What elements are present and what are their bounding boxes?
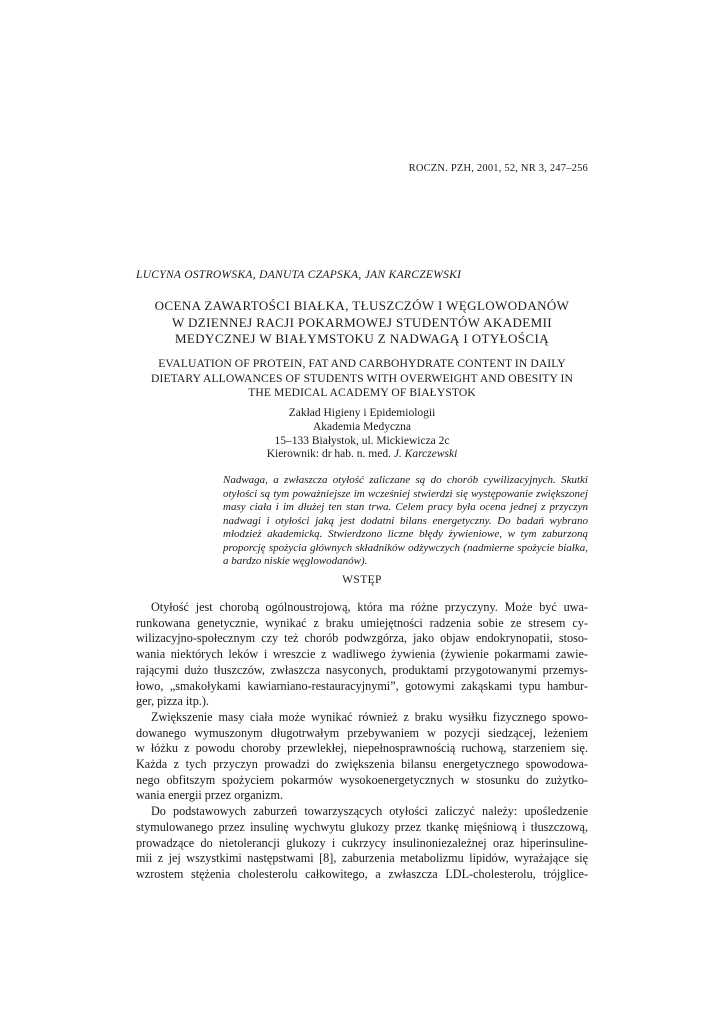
paragraph	[136, 804, 588, 883]
title-english-line: EVALUATION OF PROTEIN, FAT AND CARBOHYDRATE CONTENT IN DAILY	[158, 357, 566, 370]
text-line: wilizacyjno-społecznym czy też chorób podwzgórza, jako objaw endokrynopatii, stoso-	[136, 631, 588, 646]
text-line: w łóżku z powodu choroby przewlekłej, niepełnosprawnością ruchową, starzeniem się.	[136, 741, 588, 756]
text-line: Każda z tych przyczyn prowadzi do zwiększenia bilansu energetycznego spowodowa-	[136, 757, 588, 772]
title-polish-line: OCENA ZAWARTOŚCI BIAŁKA, TŁUSZCZÓW I WĘGLOWODANÓW	[154, 298, 570, 313]
affiliation-head-prefix: Kierownik: dr hab. n. med.	[266, 448, 391, 461]
text-line: dowanego wymuszonym długotrwałym przebywaniem w pozycji siedzącej, leżeniem	[136, 725, 588, 740]
abstract-line: proporcję spożycia głównych składników odżywczych (nadmierne spożycie białka,	[223, 541, 588, 554]
text-line: wania niektórych leków i wreszcie z wadliwego żywienia (żywienie pokarmami zawie-	[136, 647, 588, 662]
text-line: Do podstawowych zaburzeń towarzyszących otyłości zaliczyć należy: upośledzenie	[151, 804, 588, 819]
text-line: prowadzące do nietolerancji glukozy i cukrzycy insulinoniezależnej oraz hiperinsuline-	[136, 835, 588, 850]
paragraph	[136, 600, 588, 710]
abstract-line: młodzież akademicką. Stwierdzono liczne błędy żywieniowe, w tym zaburzoną	[223, 528, 588, 540]
title-english	[136, 357, 588, 401]
text-line: wzrostem stężenia cholesterolu całkowitego, a zwłaszcza LDL-cholesterolu, trójglice-	[136, 866, 588, 881]
journal-reference: ROCZN. PZH, 2001, 52, NR 3, 247–256	[408, 163, 588, 174]
affiliation	[136, 407, 588, 462]
text-line: Zwiększenie masy ciała może wynikać również z braku wysiłku fizycznego spowo-	[151, 709, 588, 724]
title-polish-line: MEDYCZNEJ W BIAŁYMSTOKU Z NADWAGĄ I OTYŁOŚCIĄ	[174, 331, 550, 346]
section-heading: WSTĘP	[342, 574, 382, 586]
title-polish-line: W DZIENNEJ RACJI POKARMOWEJ STUDENTÓW AKADEMII	[171, 314, 553, 330]
affiliation-institution: Akademia Medyczna	[312, 420, 412, 433]
abstract	[223, 474, 588, 569]
affiliation-address: 15–133 Białystok, ul. Mickiewicza 2c	[274, 434, 450, 447]
abstract-line: otyłości są tym poważniejsze im wcześniej stwierdzi się występowanie zwiększonej	[223, 487, 588, 500]
text-line: łowo, „smakołykami kawiarniano-restauracyjnymi”, gotowymi zakąskami typu hambur-	[136, 678, 588, 693]
text-line: ger, pizza itp.).	[136, 694, 209, 709]
title-english-line: DIETARY ALLOWANCES OF STUDENTS WITH OVERWEIGHT AND OBESITY IN	[151, 371, 573, 385]
affiliation-head	[136, 448, 588, 462]
abstract-line: masy ciała i im dłużej ten stan trwa. Celem pracy była ocena jednej z przyczyn	[223, 501, 588, 513]
authors: LUCYNA OSTROWSKA, DANUTA CZAPSKA, JAN KARCZEWSKI	[136, 269, 462, 281]
text-line: wania energii przez organizm.	[136, 788, 284, 803]
text-line: rającymi dużo tłuszczów, zwłaszcza nasyconych, produktami przygotowanymi przemys-	[136, 662, 588, 677]
abstract-line: a bardzo niskie węglowodanów).	[223, 555, 368, 567]
title-polish	[136, 298, 588, 348]
text-line: Otyłość jest chorobą ogólnoustrojową, która ma różne przyczyny. Może być uwa-	[151, 600, 588, 614]
paragraph	[136, 710, 588, 804]
text-line: nego obfitszym spożyciem pokarmów wysokoenergetycznych w stosunku do zużytko-	[136, 772, 588, 787]
title-english-line: THE MEDICAL ACADEMY OF BIAŁYSTOK	[248, 386, 476, 399]
body-text	[136, 600, 588, 883]
abstract-line: nadwagi i otyłości jaką jest dodatni bilans energetyczny. Do badań wybrano	[223, 514, 588, 527]
text-line: runkowana genetycznie, wynikać z braku umiejętności radzenia sobie ze stresem cy-	[136, 615, 588, 630]
affiliation-head-name: J. Karczewski	[393, 448, 458, 461]
abstract-line: Nadwaga, a zwłaszcza otyłość zaliczane są do chorób cywilizacyjnych. Skutki	[223, 474, 588, 486]
text-line: stymulowanego przez insulinę wychwytu glukozy przez tkankę mięśniową i tłuszczową,	[136, 819, 588, 834]
text-line: mii z jej wszystkimi następstwami [8], zaburzenia metabolizmu lipidów, wyrażające się	[136, 851, 588, 866]
affiliation-department: Zakład Higieny i Epidemiologii	[288, 407, 436, 419]
